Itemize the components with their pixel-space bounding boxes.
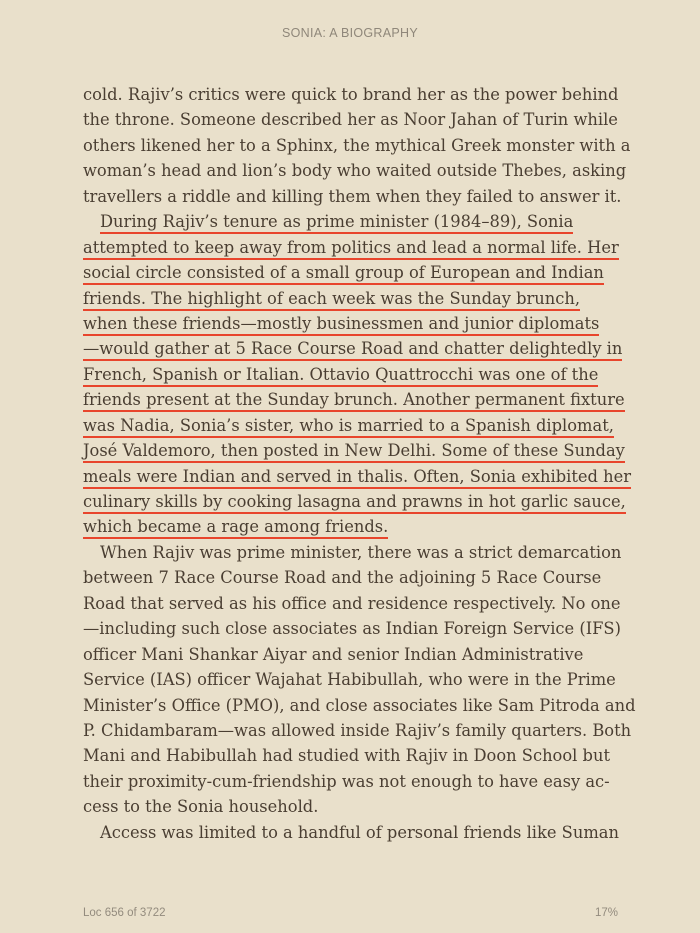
highlighted-text-line[interactable] (83, 209, 643, 234)
highlighted-text-line[interactable] (83, 387, 643, 412)
text-line[interactable] (83, 184, 643, 209)
text-line[interactable] (83, 540, 643, 565)
text-line[interactable] (83, 743, 643, 768)
line-text: which became a rage among friends. (83, 517, 388, 539)
line-text: Service (IAS) officer Wajahat Habibullah, who were in the Prime (83, 670, 616, 690)
line-text: —including such close associates as Indian Foreign Service (IFS) (83, 619, 621, 639)
highlighted-text-line[interactable] (83, 362, 643, 387)
line-text: friends. The highlight of each week was the Sunday brunch, (83, 289, 580, 311)
text-line[interactable] (83, 769, 643, 794)
line-text: cess to the Sonia household. (83, 797, 319, 817)
line-text: the throne. Someone described her as Noor Jahan of Turin while (83, 110, 618, 130)
text-line[interactable] (83, 693, 643, 718)
percent-read[interactable]: 17% (594, 907, 618, 919)
page-text[interactable] (83, 82, 643, 845)
highlighted-text-line[interactable] (83, 336, 643, 361)
line-text: When Rajiv was prime minister, there was a strict demarcation (100, 542, 622, 562)
highlighted-text-line[interactable] (83, 260, 643, 285)
line-text: was Nadia, Sonia’s sister, who is married to a Spanish diplomat, (83, 416, 614, 438)
text-line[interactable] (83, 616, 643, 641)
line-text: During Rajiv’s tenure as prime minister (1984–89), Sonia (100, 212, 573, 234)
text-line[interactable] (83, 667, 643, 692)
text-line[interactable] (83, 642, 643, 667)
location-indicator[interactable]: Loc 656 of 3722 (83, 907, 166, 919)
line-text: Mani and Habibullah had studied with Rajiv in Doon School but (83, 746, 610, 766)
highlighted-text-line[interactable] (83, 413, 643, 438)
line-text: Minister’s Office (PMO), and close associates like Sam Pitroda and (83, 695, 636, 715)
text-line[interactable] (83, 158, 643, 183)
highlighted-text-line[interactable] (83, 438, 643, 463)
line-text: when these friends—mostly businessmen and junior diplomats (83, 314, 599, 336)
line-text: social circle consisted of a small group of European and Indian (83, 263, 604, 285)
text-line[interactable] (83, 82, 643, 107)
line-text: Access was limited to a handful of personal friends like Suman (100, 822, 619, 842)
highlighted-text-line[interactable] (83, 286, 643, 311)
book-title-header: SONIA: A BIOGRAPHY (282, 26, 418, 40)
line-text: travellers a riddle and killing them when they failed to answer it. (83, 186, 622, 206)
text-line[interactable] (83, 565, 643, 590)
text-line[interactable] (83, 133, 643, 158)
text-line[interactable] (83, 107, 643, 132)
line-text: meals were Indian and served in thalis. Often, Sonia exhibited her (83, 467, 631, 489)
text-line[interactable] (83, 718, 643, 743)
line-text: officer Mani Shankar Aiyar and senior Indian Administrative (83, 644, 584, 664)
line-text: woman’s head and lion’s body who waited outside Thebes, asking (83, 161, 627, 181)
line-text: cold. Rajiv’s critics were quick to brand her as the power behind (83, 85, 619, 104)
highlighted-text-line[interactable] (83, 235, 643, 260)
highlighted-text-line[interactable] (83, 464, 643, 489)
highlighted-text-line[interactable] (83, 514, 643, 539)
line-text: between 7 Race Course Road and the adjoining 5 Race Course (83, 568, 602, 588)
line-text: culinary skills by cooking lasagna and prawns in hot garlic sauce, (83, 492, 626, 514)
line-text: attempted to keep away from politics and lead a normal life. Her (83, 238, 619, 260)
text-line[interactable] (83, 820, 643, 845)
text-line[interactable] (83, 591, 643, 616)
line-text: French, Spanish or Italian. Ottavio Quattrocchi was one of the (83, 365, 598, 387)
text-line[interactable] (83, 794, 643, 819)
line-text: their proximity-cum-friendship was not enough to have easy ac- (83, 771, 610, 791)
line-text: others likened her to a Sphinx, the mythical Greek monster with a (83, 135, 631, 155)
highlighted-text-line[interactable] (83, 311, 643, 336)
line-text: Road that served as his office and residence respectively. No one (83, 593, 621, 613)
line-text: friends present at the Sunday brunch. Another permanent fixture (83, 390, 625, 412)
line-text: P. Chidambaram—was allowed inside Rajiv’s family quarters. Both (83, 720, 632, 740)
line-text: —would gather at 5 Race Course Road and chatter delightedly in (83, 339, 622, 361)
line-text: José Valdemoro, then posted in New Delhi. Some of these Sunday (83, 441, 625, 463)
highlighted-text-line[interactable] (83, 489, 643, 514)
